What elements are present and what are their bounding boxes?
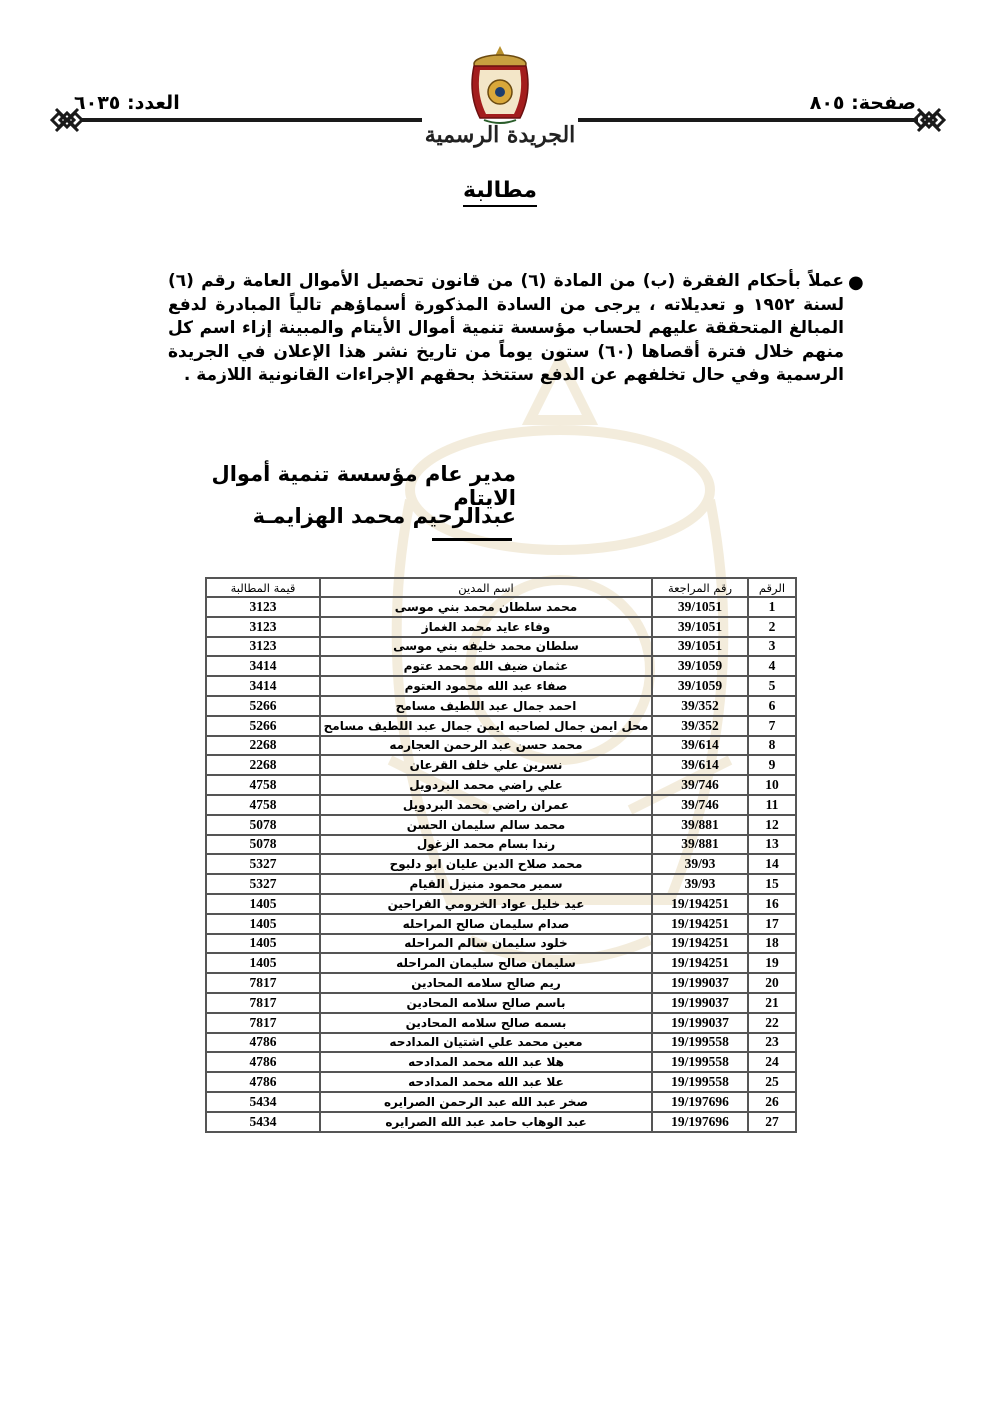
table-row [206, 1072, 796, 1092]
row-reference: 19/194251 [652, 934, 748, 954]
row-claim-amount: 1405 [206, 934, 320, 954]
table-row [206, 835, 796, 855]
row-claim-amount: 5434 [206, 1092, 320, 1112]
row-debtor-name: علي راضي محمد البردويل [320, 775, 652, 795]
row-index: 10 [748, 775, 796, 795]
table-row [206, 597, 796, 617]
row-reference: 19/197696 [652, 1092, 748, 1112]
row-claim-amount: 1405 [206, 914, 320, 934]
header-index: الرقم [748, 578, 796, 597]
row-index: 7 [748, 716, 796, 736]
row-reference: 39/1059 [652, 656, 748, 676]
row-claim-amount: 2268 [206, 755, 320, 775]
row-reference: 39/93 [652, 854, 748, 874]
announcement-body: عملاً بأحكام الفقرة (ب) من المادة (٦) من قانون تحصيل الأموال العامة رقم (٦) لسنة ١٩٥٢ و تعديلاته ، يرجى من السادة المذكورة أسماؤهم تالياً المبادرة لدفع المبالغ المتحققة عليهم لحساب مؤسسة تنمية أموال الأيتام والمبينة إزاء اسم كل منهم خلال فترة أقصاها (٦٠) ستون يوماً من تاريخ نشر هذا الإعلان في الجريدة الرسمية وفي حال تخلفهم عن الدفع ستتخذ بحقهم الإجراءات القانونية اللازمة . [168, 271, 845, 386]
row-debtor-name: صخر عبد الله عبد الرحمن الصرايره [320, 1092, 652, 1112]
row-index: 16 [748, 894, 796, 914]
row-index: 26 [748, 1092, 796, 1112]
row-claim-amount: 3123 [206, 597, 320, 617]
row-reference: 39/614 [652, 736, 748, 756]
row-debtor-name: بسمه صالح سلامه المحادين [320, 1013, 652, 1033]
row-debtor-name: صدام سليمان صالح المراحله [320, 914, 652, 934]
row-debtor-name: صفاء عبد الله محمود العتوم [320, 676, 652, 696]
row-debtor-name: عثمان ضيف الله محمد عتوم [320, 656, 652, 676]
row-claim-amount: 3414 [206, 656, 320, 676]
table-row [206, 1052, 796, 1072]
row-debtor-name: محمد صلاح الدين عليان ابو دلبوح [320, 854, 652, 874]
row-index: 25 [748, 1072, 796, 1092]
row-index: 18 [748, 934, 796, 954]
row-debtor-name: محمد سلطان محمد بني موسى [320, 597, 652, 617]
row-reference: 39/1059 [652, 676, 748, 696]
table-row [206, 854, 796, 874]
row-claim-amount: 7817 [206, 973, 320, 993]
table-row [206, 874, 796, 894]
row-index: 4 [748, 656, 796, 676]
row-index: 21 [748, 993, 796, 1013]
row-reference: 39/881 [652, 835, 748, 855]
table-row [206, 953, 796, 973]
row-index: 15 [748, 874, 796, 894]
document-title-text: مطالبة [463, 178, 537, 207]
row-claim-amount: 5327 [206, 854, 320, 874]
row-index: 3 [748, 637, 796, 657]
row-debtor-name: سمير محمود منيزل القيام [320, 874, 652, 894]
table-row [206, 1033, 796, 1053]
table-row [206, 815, 796, 835]
row-claim-amount: 5327 [206, 874, 320, 894]
row-debtor-name: خلود سليمان سالم المراحله [320, 934, 652, 954]
page-number: صفحة: ٨٠٥ [809, 92, 916, 114]
row-debtor-name: محمد حسن عبد الرحمن العجارمه [320, 736, 652, 756]
row-claim-amount: 7817 [206, 1013, 320, 1033]
signature-name [186, 504, 516, 552]
row-reference: 19/199558 [652, 1033, 748, 1053]
row-index: 13 [748, 835, 796, 855]
header-reference: رقم المراجعة [652, 578, 748, 597]
claims-table [205, 577, 797, 1133]
row-debtor-name: باسم صالح سلامه المحادين [320, 993, 652, 1013]
row-reference: 39/746 [652, 775, 748, 795]
table-row [206, 755, 796, 775]
document-title [0, 178, 1000, 203]
row-claim-amount: 1405 [206, 953, 320, 973]
row-reference: 19/199558 [652, 1052, 748, 1072]
row-index: 12 [748, 815, 796, 835]
row-index: 23 [748, 1033, 796, 1053]
row-claim-amount: 4758 [206, 795, 320, 815]
row-claim-amount: 5434 [206, 1112, 320, 1132]
header-debtor-name: اسم المدين [320, 578, 652, 597]
signature-title: مدير عام مؤسسة تنمية أموال الايتام [211, 462, 516, 510]
table-row [206, 795, 796, 815]
row-reference: 39/614 [652, 755, 748, 775]
row-claim-amount: 3123 [206, 637, 320, 657]
table-row [206, 1013, 796, 1033]
row-index: 20 [748, 973, 796, 993]
row-claim-amount: 3414 [206, 676, 320, 696]
row-reference: 19/199037 [652, 973, 748, 993]
row-reference: 19/199037 [652, 993, 748, 1013]
row-index: 14 [748, 854, 796, 874]
row-reference: 39/1051 [652, 637, 748, 657]
row-index: 9 [748, 755, 796, 775]
table-row [206, 1092, 796, 1112]
row-reference: 39/881 [652, 815, 748, 835]
row-reference: 39/1051 [652, 597, 748, 617]
row-reference: 39/1051 [652, 617, 748, 637]
row-index: 19 [748, 953, 796, 973]
row-index: 22 [748, 1013, 796, 1033]
row-claim-amount: 4786 [206, 1033, 320, 1053]
row-claim-amount: 5078 [206, 815, 320, 835]
row-claim-amount: 5266 [206, 696, 320, 716]
row-reference: 19/194251 [652, 894, 748, 914]
row-claim-amount: 7817 [206, 993, 320, 1013]
row-reference: 39/746 [652, 795, 748, 815]
row-claim-amount: 5078 [206, 835, 320, 855]
row-claim-amount: 4758 [206, 775, 320, 795]
row-reference: 39/352 [652, 716, 748, 736]
row-claim-amount: 3123 [206, 617, 320, 637]
row-index: 11 [748, 795, 796, 815]
row-claim-amount: 2268 [206, 736, 320, 756]
row-reference: 39/93 [652, 874, 748, 894]
table-row [206, 656, 796, 676]
table-row [206, 973, 796, 993]
issue-number: العدد: ٦٠٣٥ [74, 92, 180, 114]
bullet-dot-icon: ● [848, 272, 864, 293]
row-claim-amount: 4786 [206, 1072, 320, 1092]
table-row [206, 894, 796, 914]
row-debtor-name: علا عبد الله محمد المدادحه [320, 1072, 652, 1092]
row-index: 17 [748, 914, 796, 934]
row-index: 6 [748, 696, 796, 716]
row-claim-amount: 4786 [206, 1052, 320, 1072]
row-debtor-name: عمران راضي محمد البردويل [320, 795, 652, 815]
table-row [206, 637, 796, 657]
row-debtor-name: عيد خليل عواد الخرومي الفراحين [320, 894, 652, 914]
row-debtor-name: سلطان محمد خليفه بني موسى [320, 637, 652, 657]
table-row [206, 617, 796, 637]
table-row [206, 676, 796, 696]
masthead-title: الجريدة الرسمية [424, 122, 576, 148]
table-row [206, 736, 796, 756]
row-claim-amount: 1405 [206, 894, 320, 914]
header-claim-amount: قيمة المطالبة [206, 578, 320, 597]
row-reference: 39/352 [652, 696, 748, 716]
row-index: 1 [748, 597, 796, 617]
row-reference: 19/197696 [652, 1112, 748, 1132]
table-row [206, 914, 796, 934]
row-debtor-name: محمد سالم سليمان الحسن [320, 815, 652, 835]
row-index: 27 [748, 1112, 796, 1132]
row-debtor-name: ريم صالح سلامه المحادين [320, 973, 652, 993]
row-debtor-name: سليمان صالح سليمان المراحله [320, 953, 652, 973]
table-header-row [206, 578, 796, 597]
table-body [206, 597, 796, 1132]
row-debtor-name: نسرين علي خلف القرعان [320, 755, 652, 775]
row-debtor-name: وفاء عايد محمد الغماز [320, 617, 652, 637]
row-index: 2 [748, 617, 796, 637]
row-debtor-name: رندا بسام محمد الزغول [320, 835, 652, 855]
table-row [206, 716, 796, 736]
row-debtor-name: احمد جمال عبد اللطيف مسامح [320, 696, 652, 716]
row-debtor-name: عبد الوهاب حامد عبد الله الصرايره [320, 1112, 652, 1132]
row-debtor-name: محل ايمن جمال لصاحبه ايمن جمال عبد اللطيف مسامح [320, 716, 652, 736]
row-reference: 19/194251 [652, 953, 748, 973]
table-row [206, 1112, 796, 1132]
claims-table-wrapper [205, 577, 795, 1133]
row-index: 24 [748, 1052, 796, 1072]
row-claim-amount: 5266 [206, 716, 320, 736]
row-reference: 19/199558 [652, 1072, 748, 1092]
row-debtor-name: معين محمد علي اشتيان المدادحه [320, 1033, 652, 1053]
row-reference: 19/199037 [652, 1013, 748, 1033]
table-row [206, 993, 796, 1013]
row-debtor-name: هلا عبد الله محمد المدادحه [320, 1052, 652, 1072]
table-row [206, 934, 796, 954]
row-index: 8 [748, 736, 796, 756]
row-reference: 19/194251 [652, 914, 748, 934]
table-row [206, 696, 796, 716]
table-row [206, 775, 796, 795]
row-index: 5 [748, 676, 796, 696]
jordan-coat-of-arms-icon [466, 44, 534, 126]
signature-stroke [432, 538, 512, 541]
signature-name-text: عبدالرحيم محمد الهزايمـة [252, 504, 516, 528]
